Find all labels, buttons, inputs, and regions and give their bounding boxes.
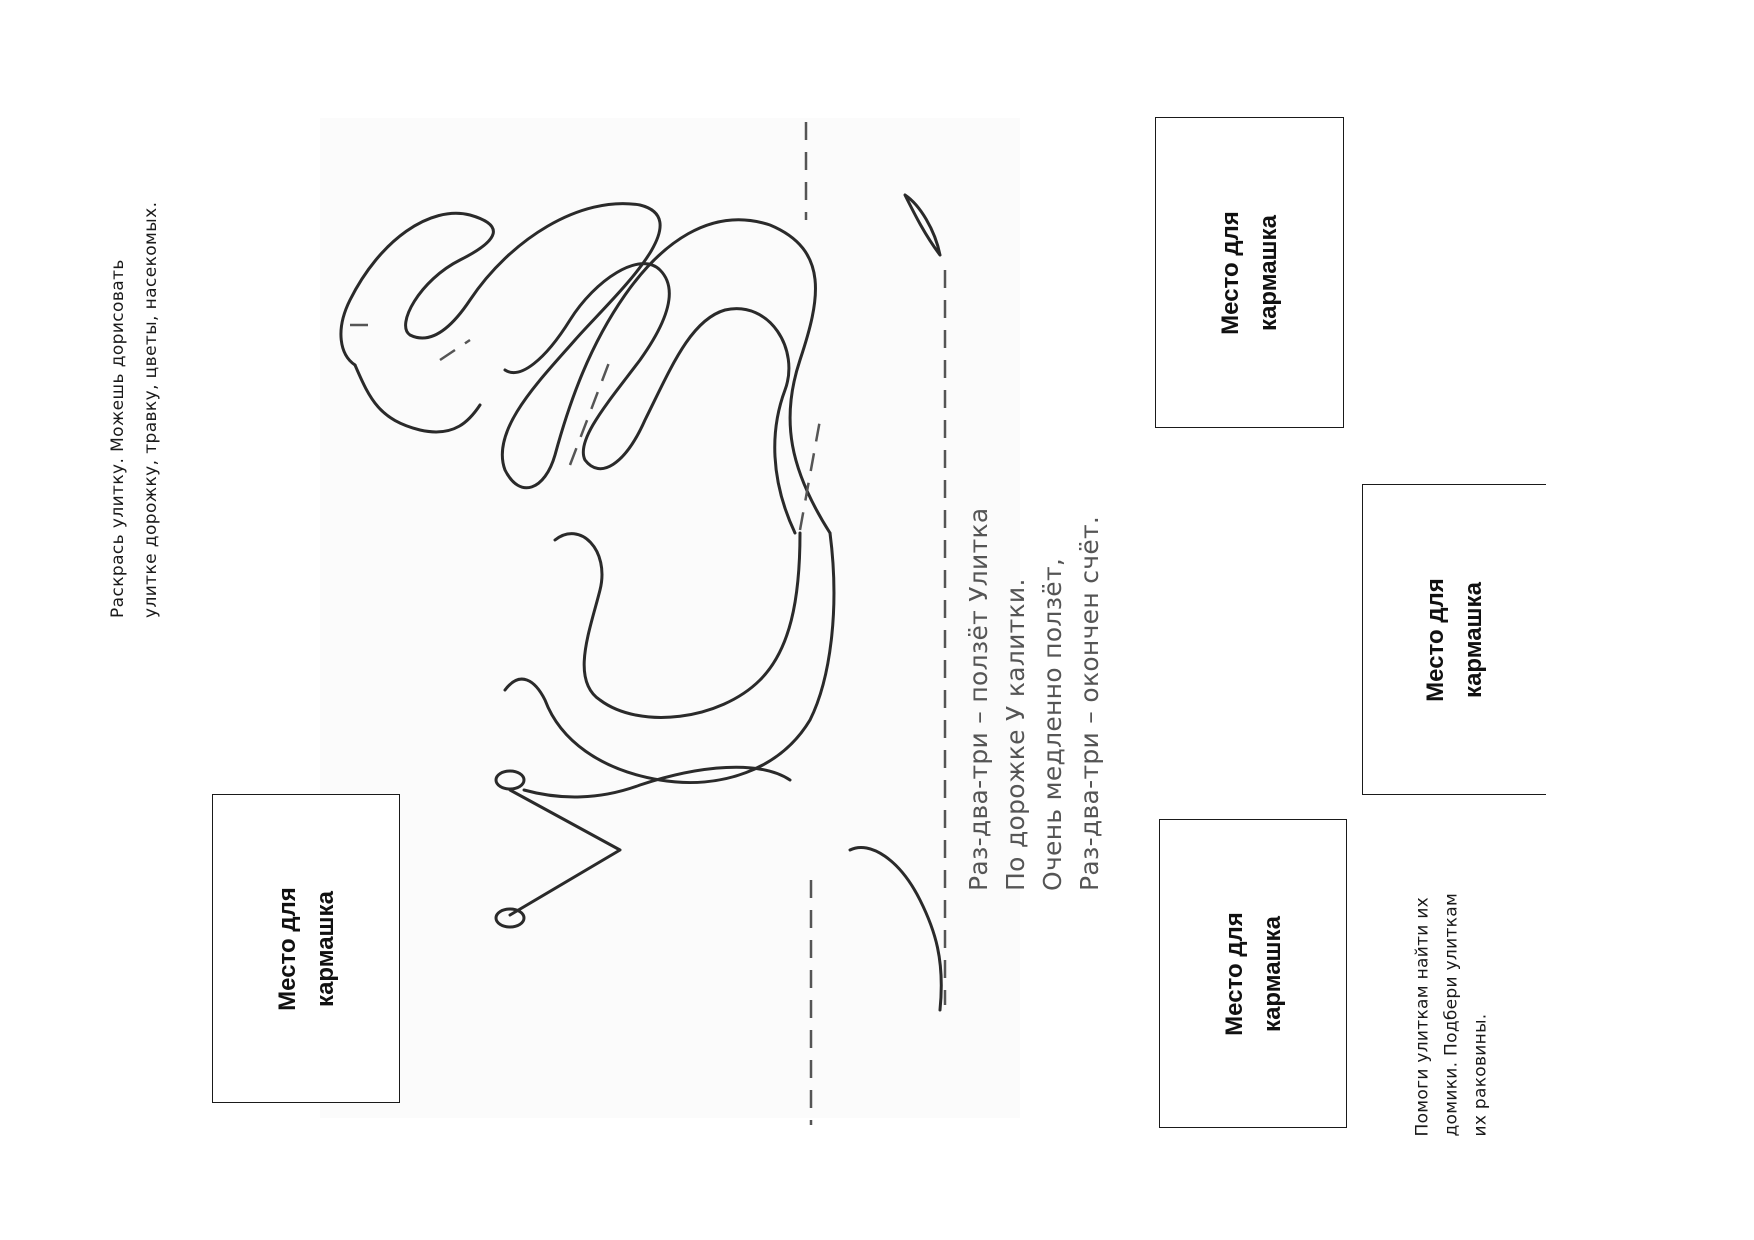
pocket-placeholder-left bbox=[212, 794, 400, 1103]
body-spiral-outline bbox=[555, 533, 800, 717]
shell-outline bbox=[341, 204, 830, 533]
instructions-line-2: улитке дорожку, травку, цветы, насекомых. bbox=[141, 201, 161, 618]
antenna-upper bbox=[510, 790, 620, 915]
pocket-label-left: Место для кармашка bbox=[274, 887, 339, 1011]
slot-guide-3 bbox=[570, 360, 610, 465]
slot-guide-2 bbox=[440, 340, 470, 360]
pocket-placeholder-top-right bbox=[1155, 117, 1344, 428]
pocket-label-bottom-right: Место для кармашка bbox=[1221, 912, 1286, 1036]
hint-line-3: их раковины. bbox=[1470, 1013, 1491, 1137]
poem-line-3: Очень медленно ползёт, bbox=[1038, 557, 1067, 891]
instructions-line-1: Раскрась улитку. Можешь дорисовать bbox=[108, 259, 128, 618]
hint-line-2: домики. Подбери улиткам bbox=[1441, 892, 1462, 1137]
tail-outline bbox=[850, 847, 941, 1010]
tail-tip-outline bbox=[905, 195, 940, 255]
poem-line-4: Раз-два-три – окончен счёт. bbox=[1075, 515, 1104, 891]
matching-hint bbox=[1409, 857, 1496, 1137]
antenna-knob-lower bbox=[496, 909, 524, 927]
pocket-label-top-right: Место для кармашка bbox=[1217, 211, 1282, 335]
poem-line-1: Раз-два-три – ползёт Улитка bbox=[964, 507, 993, 891]
pocket-placeholder-bottom-right bbox=[1159, 819, 1347, 1128]
shell-core-outline bbox=[355, 365, 480, 432]
poem-line-2: По дорожке У калитки. bbox=[1001, 578, 1030, 891]
antenna-knob-upper bbox=[496, 771, 524, 789]
poem bbox=[960, 501, 1108, 891]
pocket-placeholder-middle-right bbox=[1362, 484, 1546, 795]
pocket-label-middle-right: Место для кармашка bbox=[1422, 578, 1487, 702]
hint-line-1: Помоги улиткам найти их bbox=[1412, 896, 1433, 1137]
shell-inner-outline bbox=[505, 264, 795, 533]
foot-outline bbox=[505, 533, 834, 783]
